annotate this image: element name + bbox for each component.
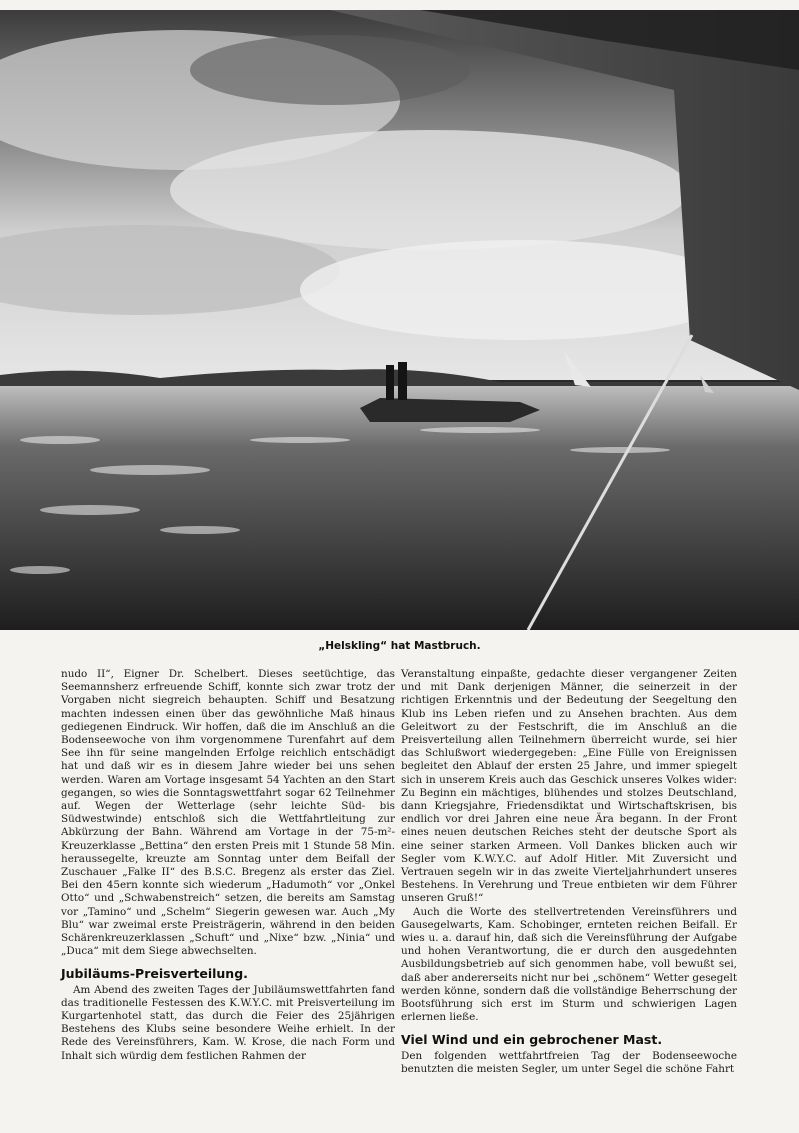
left-paragraph-1: nudo II“, Eigner Dr. Schelbert. Dieses seetüchtige, das Seemannsherz erfreuende Schiff, konnte sich zwar trotz der Vorgaben nicht siegreich behaupten. Schiff und Besatzung machten indessen einen über das gewöhnliche Maß hinaus gediegenen Eindruck. Wir hoffen, daß die im Anschluß an die Bodenseewoche von ihm vorgenommene Turenfahrt auf dem See ihn für seine mangelnden Erfolge reichlich entschädigt hat und daß wir es in diesem Jahre wieder bei uns sehen werden. Waren am Vortage insgesamt 54 Yachten an den Start gegangen, so wies die Sonntagswettfahrt sogar 62 Teilnehmer auf. Wegen der Wetterlage (sehr leichte Süd- bis Südwestwinde) entschloß sich die Wettfahrtleitung zur Abkürzung der Bahn. Während am Vortage in der 75-m²-Kreuzerklasse „Bettina“ den ersten Preis mit 1 Stunde 58 Min. heraussegelte, kreuzte am Sonntag unter dem Beifall der Zuschauer „Falke II“ des B.S.C. Bregenz als erster das Ziel. Bei den 45ern konnte sich wiederum „Hadumoth“ vor „Onkel Otto“ und „Schwabenstreich“ setzen, die bereits am Samstag vor „Tamino“ und „Schelm“ Siegerin gewesen war. Auch „My Blu“ war zweimal erste Preisträgerin, während in den beiden Schärenkreuzerklassen „Schuft“ und „Nixe“ bzw. „Ninia“ und „Duca“ mit dem Siege abwechselten. [61, 668, 395, 958]
photo-caption: „Helskling“ hat Mastbruch. [318, 640, 481, 652]
right-paragraph-1: Veranstaltung einpaßte, gedachte dieser vergangener Zeiten und mit Dank derjenigen Männer, die seinerzeit in der richtigen Erkenntnis und der Bedeutung der Seegeltung den Klub ins Leben riefen und zu Ansehen brachten. Aus dem Geleitwort zu der Festschrift, die im Anschluß an die Preisverteilung allen Teilnehmern überreicht wurde, sei hier das Schlußwort wiedergegeben: „Eine Fülle von Ereignissen begleitet den Ablauf der ersten 25 Jahre, und immer spiegelt sich in unserem Kreis auch das Geschick unseres Volkes wider: Zu Beginn ein mächtiges, blühendes und stolzes Deutschland, dann Kriegsjahre, Friedensdiktat und Wirtschaftskrisen, bis endlich vor drei Jahren eine neue Ära begann. In der Front eines neuen deutschen Reiches steht der deutsche Sport als eine seiner starken Armeen. Voll Dankes blicken auch wir Segler vom K.W.Y.C. auf Adolf Hitler. Mit Zuversicht und Vertrauen segeln wir in das zweite Vierteljahrhundert unseres Bestehens. In Verehrung und Treue entbieten wir dem Führer unseren Gruß!“ [401, 668, 737, 905]
section-heading-preisverteilung: Jubiläums-Preisverteilung. [61, 966, 248, 982]
right-column [401, 668, 737, 1076]
section-heading-viel-wind: Viel Wind und ein gebrochener Mast. [401, 1032, 663, 1048]
photo-illustration [0, 10, 799, 630]
left-column [61, 668, 395, 1063]
left-paragraph-2: Am Abend des zweiten Tages der Jubiläumswettfahrten fand das traditionelle Festessen des K.W.Y.C. mit Preisverteilung im Kurgartenhotel statt, das durch die Feier des 25jährigen Bestehens des Klubs seine besondere Weihe erhielt. In der Rede des Vereinsführers, Kam. W. Krose, die nach Form und Inhalt sich würdig dem festlichen Rahmen der [61, 983, 395, 1062]
right-paragraph-2: Auch die Worte des stellvertretenden Vereinsführers und Gausegelwarts, Kam. Schobinger, ernteten reichen Beifall. Er wies u. a. darauf hin, daß sich die Vereinsführung der Aufgabe und hohen Verantwortung, die er durch den ausgedehnten Ausbildungsbetrieb auf sich genommen habe, voll bewußt sei, daß aber andererseits nicht nur bei „schönem“ Wetter gesegelt werden könne, sondern daß die vollständige Beherrschung der Bootsführung sich erst im Sturm und schwierigen Lagen erlernen ließe. [401, 905, 737, 1024]
right-paragraph-3: Den folgenden wettfahrtfreien Tag der Bodenseewoche benutzten die meisten Segler, um unter Segel die schöne Fahrt [401, 1049, 737, 1075]
sailing-photo [0, 10, 799, 630]
